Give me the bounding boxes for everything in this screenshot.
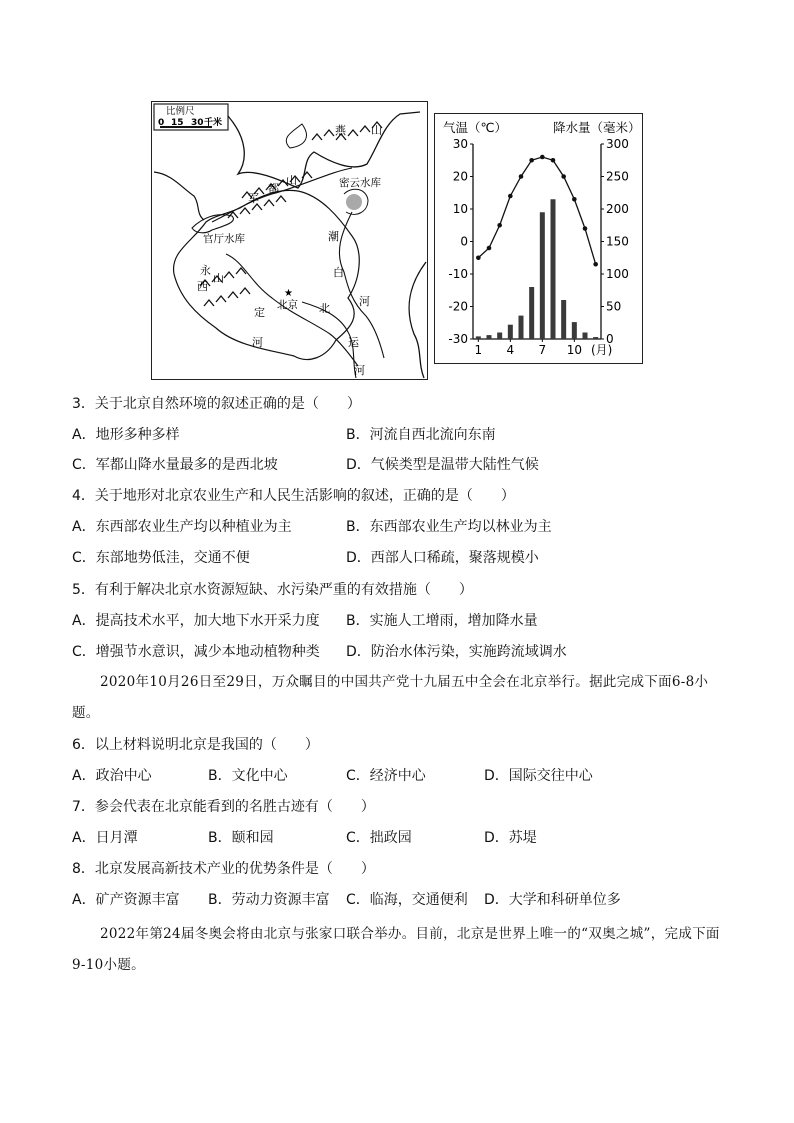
question-8-option-a[interactable]: A．矿产资源丰富 (72, 892, 180, 908)
question-7-option-c[interactable]: C．拙政园 (346, 830, 412, 846)
question-7-stem: 7．参会代表在北京能看到的名胜古迹有（ ） (72, 799, 375, 815)
temp-tick-label: 20 (452, 169, 468, 184)
precipitation-bar (561, 300, 566, 339)
precip-tick-label: 300 (606, 137, 629, 151)
precipitation-bar (519, 316, 524, 339)
question-8-option-d[interactable]: D．大学和科研单位多 (484, 892, 621, 908)
passage-6-8: 2020年10月26日至29日，万众瞩目的中国共产党十九届五中全会在北京举行。据此完成下面6-8小题。 (72, 674, 709, 721)
question-4-option-a[interactable]: A．东西部农业生产均以种植业为主 (72, 519, 292, 535)
temperature-point (508, 194, 513, 199)
precipitation-bar (593, 337, 598, 339)
passage-9-10: 2022年第24届冬奥会将由北京与张家口联合举办。目前，北京是世界上唯一的“双奥之城”，完成下面9-10小题。 (72, 926, 720, 973)
scale-tick-30: 30 (191, 118, 204, 128)
label-chao: 潮 (328, 230, 339, 243)
label-miyun-reservoir: 密云水库 (339, 177, 381, 189)
temperature-point (487, 246, 492, 251)
question-8-stem: 8．北京发展高新技术产业的优势条件是（ ） (72, 861, 375, 877)
temp-tick-label: -30 (448, 332, 468, 346)
precip-tick-label: 100 (606, 267, 629, 281)
precipitation-bar (508, 325, 513, 339)
label-du: 都 (268, 182, 279, 195)
label-xi: 西 (197, 280, 208, 293)
temp-tick-label: -20 (448, 299, 468, 314)
label-jun: 军 (248, 192, 259, 205)
precip-tick-label: 50 (606, 299, 622, 314)
question-3-option-a[interactable]: A．地形多种多样 (72, 427, 180, 443)
west-boundary (154, 172, 204, 220)
question-8-option-c[interactable]: C．临海，交通便利 (346, 892, 468, 908)
temperature-point (583, 226, 588, 231)
question-5-option-a[interactable]: A．提高技术水平，加大地下水开采力度 (72, 613, 320, 629)
temperature-line (478, 157, 595, 264)
question-4-option-b[interactable]: B．东西部农业生产均以林业为主 (346, 519, 552, 535)
temp-axis-title: 气温（℃） (443, 120, 508, 135)
temperature-point (551, 158, 556, 163)
question-3-stem: 3．关于北京自然环境的叙述正确的是（ ） (72, 396, 361, 412)
scale-unit: 千米 (204, 118, 223, 128)
temperature-point (540, 155, 545, 160)
scale-title: 比例尺 (166, 106, 195, 117)
month-unit-label: (月) (591, 343, 613, 357)
question-4-option-d[interactable]: D．西部人口稀疏，聚落规模小 (346, 550, 539, 566)
label-ding: 定 (254, 306, 265, 319)
precipitation-bar (572, 322, 577, 339)
question-7-option-b[interactable]: B．颐和园 (208, 830, 274, 846)
beijing-map-figure (151, 101, 428, 380)
question-5-option-d[interactable]: D．防治水体污染，实施跨流域调水 (346, 644, 567, 660)
chaobai-river (339, 212, 384, 358)
precip-tick-label: 150 (606, 234, 629, 249)
label-chaobai-he: 河 (359, 295, 370, 308)
month-tick-label: 1 (474, 343, 483, 357)
question-3-option-c[interactable]: C．军都山降水量最多的是西北坡 (72, 457, 278, 473)
label-xishan-shan: 山 (213, 272, 224, 285)
precipitation-bar (487, 335, 492, 339)
precipitation-bar (497, 333, 502, 340)
question-6-option-a[interactable]: A．政治中心 (72, 768, 152, 784)
temp-tick-label: 0 (460, 234, 468, 249)
label-yun-he: 河 (354, 364, 365, 377)
month-tick-label: 7 (538, 343, 547, 357)
question-3-option-b[interactable]: B．河流自西北流向东南 (346, 427, 496, 443)
temp-tick-label: 10 (452, 202, 468, 216)
label-guanting-reservoir: 官厅水库 (203, 233, 245, 245)
temperature-point (529, 158, 534, 163)
label-yongding-he: 河 (252, 336, 263, 349)
guanting-reservoir (192, 215, 233, 233)
precipitation-bar (551, 199, 556, 339)
question-6-stem: 6．以上材料说明北京是我国的（ ） (72, 737, 319, 753)
precip-axis-title: 降水量（毫米） (553, 120, 641, 135)
precip-tick-label: 200 (606, 202, 629, 216)
question-5-option-b[interactable]: B．实施人工增雨，增加降水量 (346, 613, 538, 629)
precipitation-bar (529, 287, 534, 339)
question-7-option-d[interactable]: D．苏堤 (484, 830, 537, 846)
scale-tick-0: 0 (158, 118, 165, 128)
precipitation-bar (583, 333, 588, 340)
climate-chart-figure (434, 113, 643, 364)
temperature-point (519, 174, 524, 179)
month-tick-label: 10 (566, 343, 582, 357)
guanting-river (212, 168, 352, 222)
beijing-star-icon: ★ (284, 288, 293, 299)
label-yanshan-shan: 山 (371, 124, 382, 137)
question-4-option-c[interactable]: C．东部地势低洼，交通不便 (72, 550, 250, 566)
precipitation-bar (476, 336, 481, 339)
climate-chart (435, 114, 642, 363)
temperature-point (572, 197, 577, 202)
question-6-option-b[interactable]: B．文化中心 (208, 768, 288, 784)
question-8-option-b[interactable]: B．劳动力资源丰富 (208, 892, 330, 908)
temperature-point (497, 223, 502, 228)
label-yun: 运 (348, 336, 359, 349)
label-jundu-shan: 山 (286, 174, 297, 187)
temperature-point (593, 262, 598, 267)
scale-tick-15: 15 (171, 118, 184, 128)
question-3-option-d[interactable]: D．气候类型是温带大陆性气候 (346, 457, 539, 473)
beijing-map (152, 102, 427, 379)
label-yan: 燕 (335, 124, 346, 137)
precipitation-bar (540, 212, 545, 339)
temperature-point (561, 174, 566, 179)
month-tick-label: 4 (506, 343, 515, 357)
question-7-option-a[interactable]: A．日月潭 (72, 830, 138, 846)
temperature-point (476, 255, 481, 260)
label-bei: 北 (319, 302, 330, 315)
precip-tick-label: 250 (606, 169, 629, 184)
label-bai: 白 (333, 266, 344, 279)
miyun-reservoir (346, 194, 362, 210)
temp-tick-label: -10 (448, 267, 468, 281)
temp-tick-label: 30 (452, 137, 468, 151)
question-5-stem: 5．有利于解决北京水资源短缺、水污染严重的有效措施（ ） (72, 582, 473, 598)
label-yong: 永 (200, 264, 211, 277)
question-4-stem: 4．关于地形对北京农业生产和人民生活影响的叙述，正确的是（ ） (72, 488, 515, 504)
label-beijing: 北京 (277, 299, 298, 311)
question-5-option-c[interactable]: C．增强节水意识，减少本地动植物种类 (72, 644, 320, 660)
question-6-option-c[interactable]: C．经济中心 (346, 768, 426, 784)
precip-tick-label: 0 (606, 332, 614, 346)
question-6-option-d[interactable]: D．国际交往中心 (484, 768, 593, 784)
